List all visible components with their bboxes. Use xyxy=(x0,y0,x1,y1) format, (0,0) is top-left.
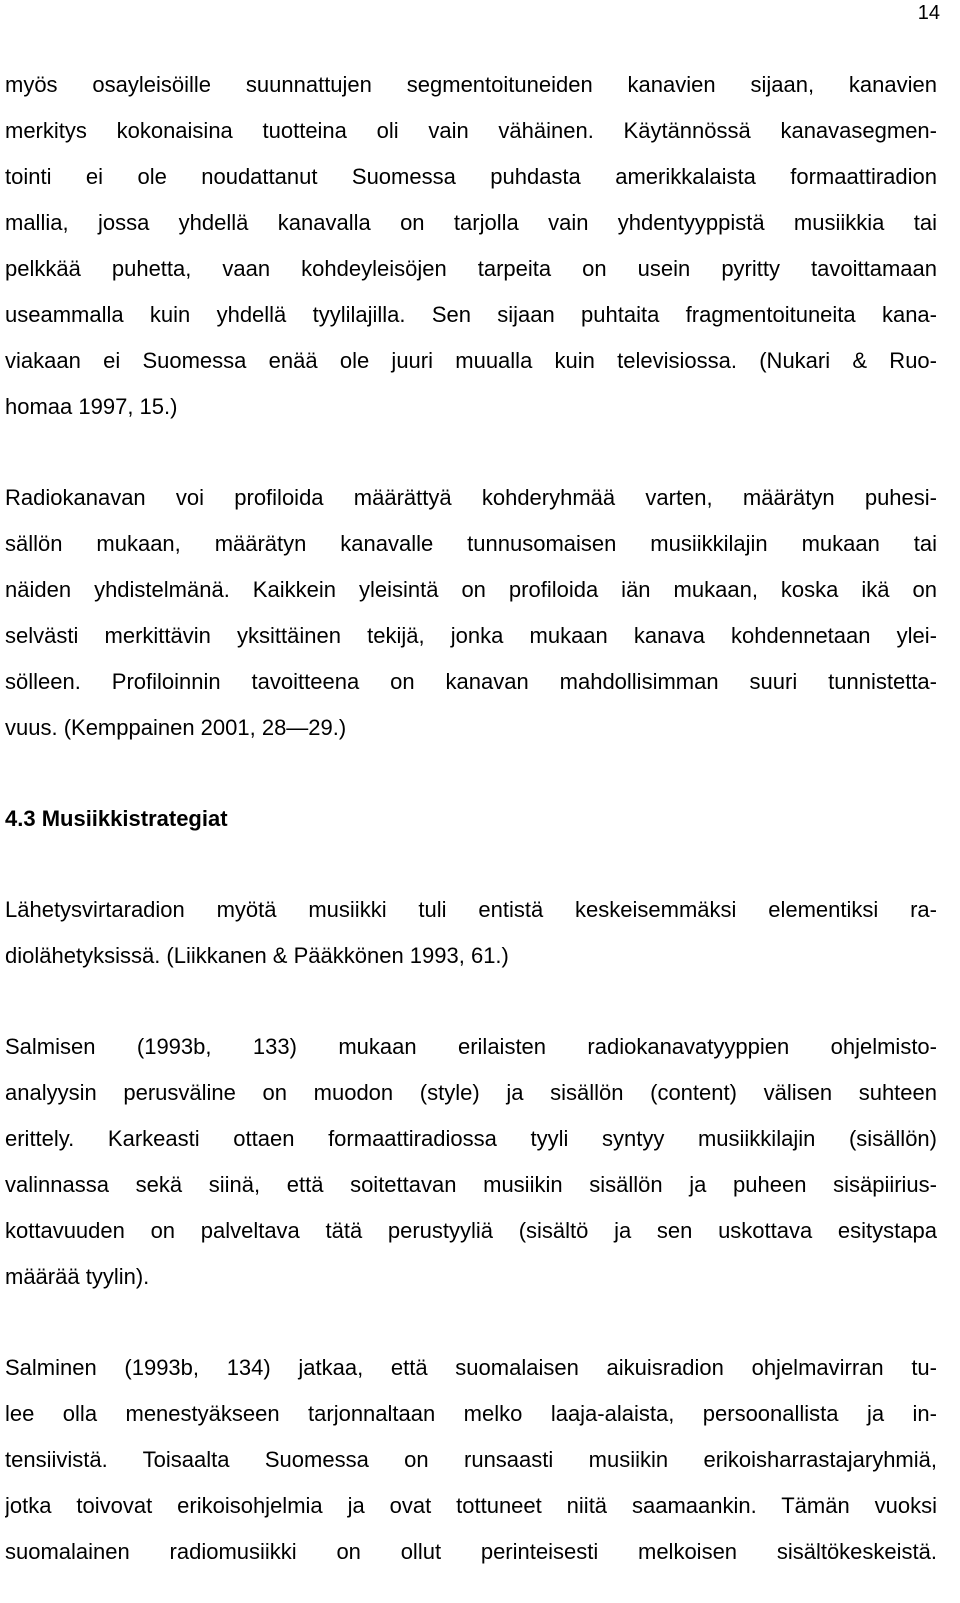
text-line: myös osayleisöille suunnattujen segmentoituneiden kanavien sijaan, kanavien xyxy=(5,72,937,97)
text-line: homaa 1997, 15.) xyxy=(5,394,178,419)
text-line: viakaan ei Suomessa enää ole juuri muualla kuin televisiossa. (Nukari & Ruo- xyxy=(5,348,937,373)
page-number: 14 xyxy=(917,2,940,24)
paragraph-gap xyxy=(5,842,937,887)
paragraph-gap xyxy=(5,979,937,1024)
paragraph xyxy=(5,475,937,751)
text-line: analyysin perusväline on muodon (style) ja sisällön (content) välisen suhteen xyxy=(5,1080,937,1105)
section-heading: 4.3 Musiikkistrategiat xyxy=(5,806,228,831)
paragraph xyxy=(5,1024,937,1300)
paragraph-gap xyxy=(5,430,937,475)
text-line: näiden yhdistelmänä. Kaikkein yleisintä on profiloida iän mukaan, koska ikä on xyxy=(5,577,937,602)
text-line: Salminen (1993b, 134) jatkaa, että suomalaisen aikuisradion ohjelmavirran tu- xyxy=(5,1355,937,1380)
paragraph xyxy=(5,887,937,979)
text-line: määrää tyylin). xyxy=(5,1264,150,1289)
text-line: mallia, jossa yhdellä kanavalla on tarjolla vain yhdentyyppistä musiikkia tai xyxy=(5,210,937,235)
text-line: kottavuuden on palveltava tätä perustyyliä (sisältö ja sen uskottava esitystapa xyxy=(5,1218,937,1243)
text-line: diolähetyksissä. (Liikkanen & Pääkkönen 1993, 61.) xyxy=(5,943,509,968)
text-line: merkitys kokonaisina tuotteina oli vain vähäinen. Käytännössä kanavasegmen- xyxy=(5,118,937,143)
paragraph-gap xyxy=(5,751,937,796)
paragraph xyxy=(5,62,937,430)
text-line: Salmisen (1993b, 133) mukaan erilaisten radiokanavatyyppien ohjelmisto- xyxy=(5,1034,937,1059)
text-line: tensiivistä. Toisaalta Suomessa on runsaasti musiikin erikoisharrastajaryhmiä, xyxy=(5,1447,937,1472)
paragraph-gap xyxy=(5,1300,937,1345)
text-line: jotka toivovat erikoisohjelmia ja ovat tottuneet niitä saamaankin. Tämän vuoksi xyxy=(5,1493,937,1518)
text-line: sölleen. Profiloinnin tavoitteena on kanavan mahdollisimman suuri tunnistetta- xyxy=(5,669,937,694)
text-line: vuus. (Kemppainen 2001, 28—29.) xyxy=(5,715,347,740)
text-line: Lähetysvirtaradion myötä musiikki tuli entistä keskeisemmäksi elementiksi ra- xyxy=(5,897,937,922)
text-line: erittely. Karkeasti ottaen formaattiradiossa tyyli syntyy musiikkilajin (sisällön) xyxy=(5,1126,937,1151)
paragraph xyxy=(5,1345,937,1575)
text-line: valinnassa sekä siinä, että soitettavan musiikin sisällön ja puheen sisäpiirius- xyxy=(5,1172,937,1197)
document-body xyxy=(5,62,937,1575)
text-line: sällön mukaan, määrätyn kanavalle tunnusomaisen musiikkilajin mukaan tai xyxy=(5,531,937,556)
text-line: useammalla kuin yhdellä tyylilajilla. Sen sijaan puhtaita fragmentoituneita kana- xyxy=(5,302,937,327)
text-line: tointi ei ole noudattanut Suomessa puhdasta amerikkalaista formaattiradion xyxy=(5,164,937,189)
text-line: Radiokanavan voi profiloida määrättyä kohderyhmää varten, määrätyn puhesi- xyxy=(5,485,937,510)
text-line: lee olla menestyäkseen tarjonnaltaan melko laaja-alaista, persoonallista ja in- xyxy=(5,1401,937,1426)
text-line: suomalainen radiomusiikki on ollut perinteisesti melkoisen sisältökeskeistä. xyxy=(5,1539,937,1564)
text-line: pelkkää puhetta, vaan kohdeyleisöjen tarpeita on usein pyritty tavoittamaan xyxy=(5,256,937,281)
text-line: selvästi merkittävin yksittäinen tekijä, jonka mukaan kanava kohdennetaan ylei- xyxy=(5,623,937,648)
